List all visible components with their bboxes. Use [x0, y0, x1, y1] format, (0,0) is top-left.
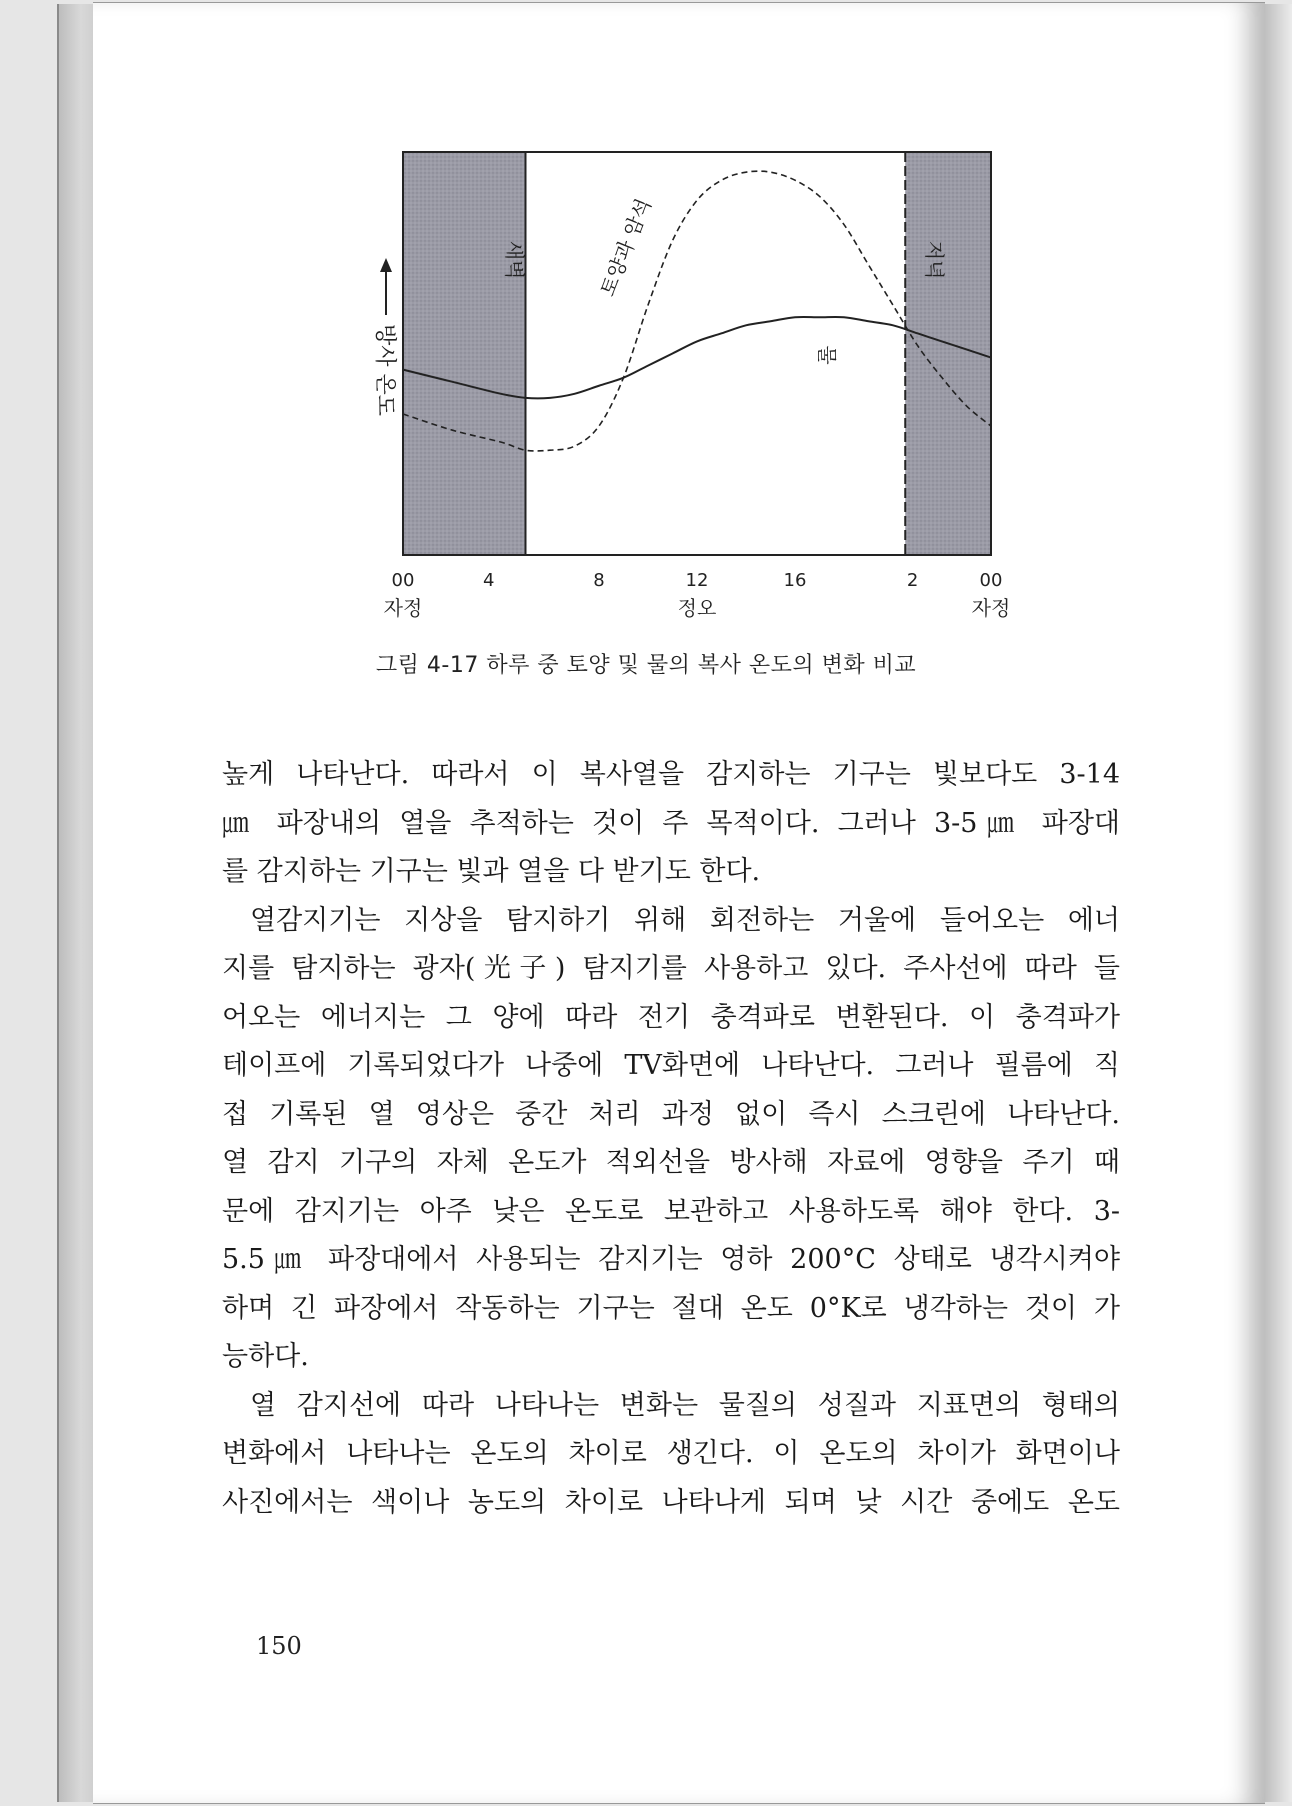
- shaded-region-0: [403, 152, 526, 555]
- page-number: 150: [256, 1632, 302, 1660]
- y-axis-label: 방사 온도: [372, 323, 397, 417]
- text-line: 문에 감지기는 아주 낮은 온도로 보관하고 사용하도록 해야 한다. 3-: [222, 1195, 1120, 1227]
- text-line: 변화에서 나타나는 온도의 차이로 생긴다. 이 온도의 차이가 화면이나: [222, 1438, 1120, 1469]
- text-line: 를 감지하는 기구는 빛과 열을 다 받기도 한다.: [222, 856, 761, 887]
- x-tick-label: 8: [593, 570, 605, 591]
- text-line: 열감지기는 지상을 탐지하기 위해 회전하는 거울에 들어오는 에너: [250, 904, 1120, 936]
- x-sublabel: 자정: [971, 596, 1011, 620]
- shaded-region-label-0: 새벽: [502, 240, 527, 280]
- text-line: 능하다.: [222, 1341, 309, 1372]
- series-label-water: 물: [815, 345, 839, 365]
- x-tick-label: 16: [783, 570, 807, 591]
- text-line: 높게 나타난다. 따라서 이 복사열을 감지하는 기구는 빛보다도 3-14: [222, 759, 1120, 790]
- radiation-temperature-chart: [0, 0, 1292, 700]
- x-tick-label: 4: [483, 570, 495, 591]
- text-line: 5.5㎛ 파장대에서 사용되는 감지기는 영하 200°C 상태로 냉각시켜야: [222, 1244, 1120, 1275]
- text-line: 접 기록된 열 영상은 중간 처리 과정 없이 즉시 스크린에 나타난다.: [222, 1098, 1120, 1130]
- x-tick-label: 00: [979, 570, 1003, 591]
- text-line: 테이프에 기록되었다가 나중에 TV화면에 나타난다. 그러나 필름에 직: [222, 1050, 1120, 1081]
- x-tick-label: 00: [391, 570, 415, 591]
- text-line: 지를 탐지하는 광자(光子) 탐지기를 사용하고 있다. 주사선에 따라 들: [222, 953, 1120, 984]
- text-line: 열 감지선에 따라 나타나는 변화는 물질의 성질과 지표면의 형태의: [250, 1389, 1120, 1421]
- y-axis-arrow: [380, 258, 392, 315]
- body-text: [222, 752, 1120, 1528]
- text-line: ㎛ 파장내의 열을 추적하는 것이 주 목적이다. 그러나 3-5㎛ 파장대: [222, 807, 1120, 839]
- text-line: 하며 긴 파장에서 작동하는 기구는 절대 온도 0°K로 냉각하는 것이 가: [222, 1292, 1120, 1324]
- series-label-soil-rock: 토양과 암석: [595, 195, 656, 300]
- figure-4-17: [0, 0, 1292, 700]
- text-line: 사진에서는 색이나 농도의 차이로 나타나게 되며 낮 시간 중에도 온도: [222, 1486, 1120, 1518]
- text-line: 어오는 에너지는 그 양에 따라 전기 충격파로 변환된다. 이 충격파가: [222, 1001, 1120, 1033]
- x-tick-label: 2: [906, 570, 919, 591]
- figure-caption: 그림 4-17 하루 중 토양 및 물의 복사 온도의 변화 비교: [375, 653, 917, 678]
- shaded-region-label-1: 저녁: [922, 240, 947, 280]
- x-sublabel: 자정: [383, 596, 423, 620]
- text-line: 열 감지 기구의 자체 온도가 적외선을 방사해 자료에 영향을 주기 때: [222, 1147, 1120, 1178]
- x-sublabel: 정오: [677, 596, 717, 620]
- x-tick-label: 12: [685, 570, 709, 591]
